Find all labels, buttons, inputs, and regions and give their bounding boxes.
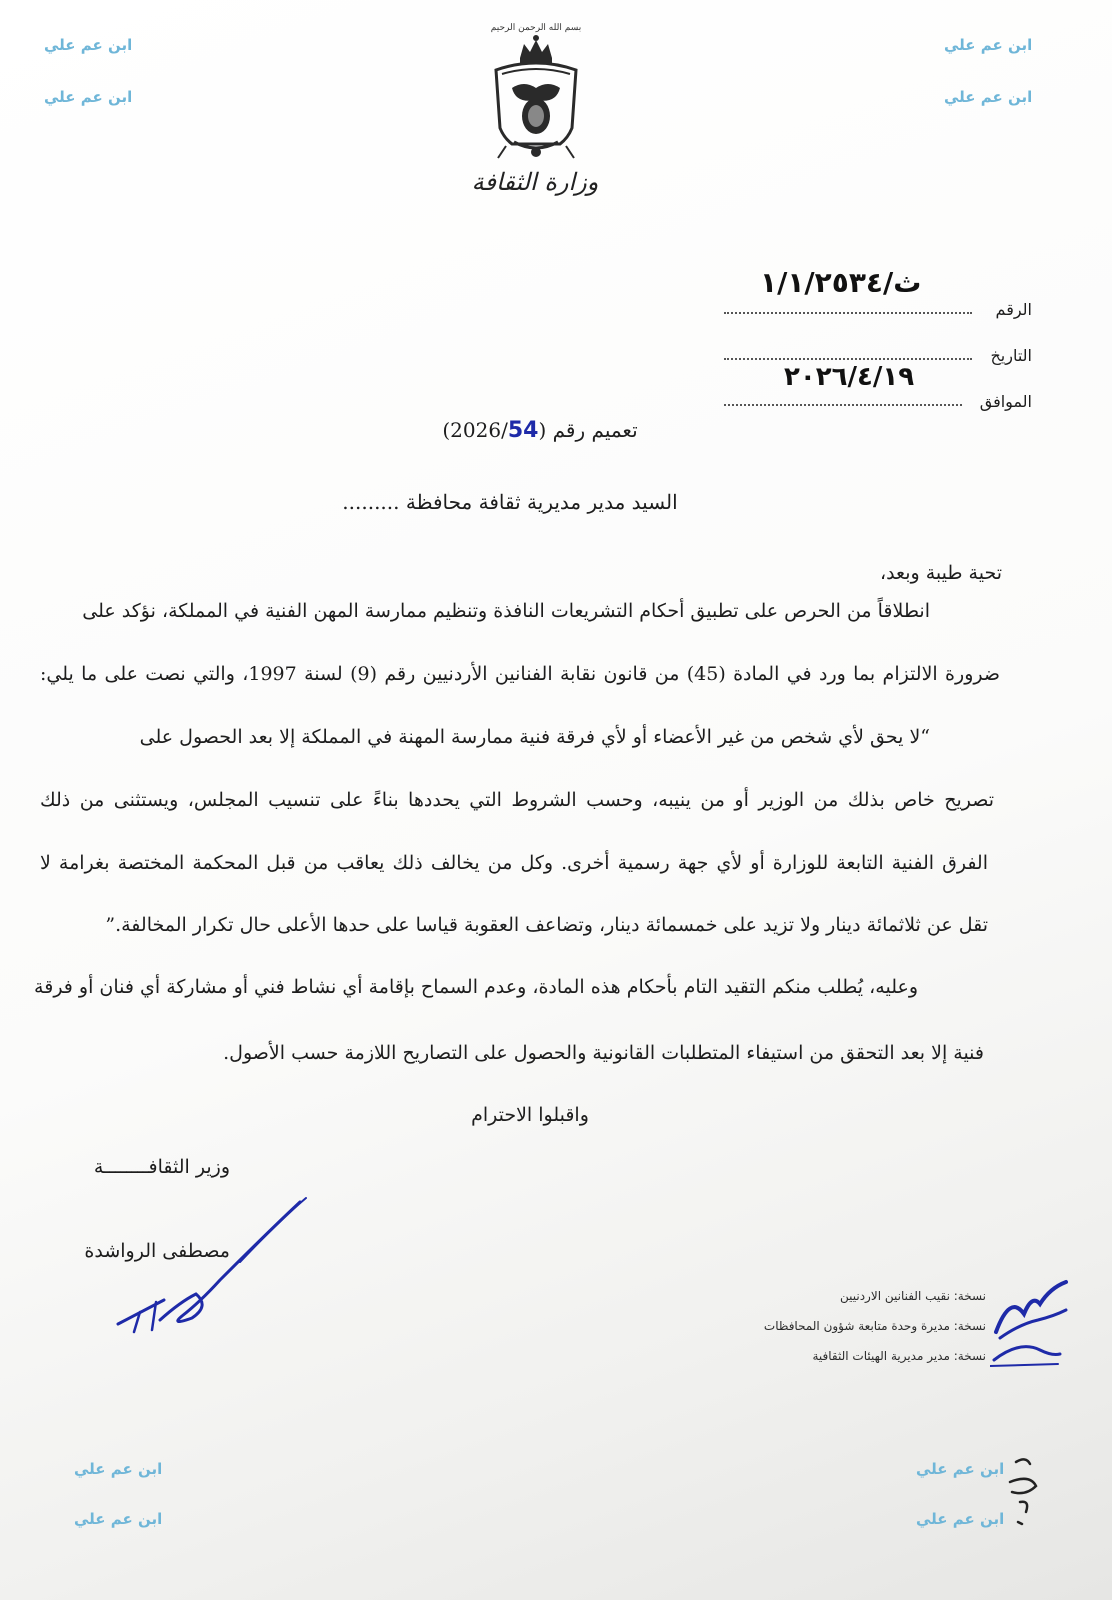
body-line-5: الفرق الفنية التابعة للوزارة أو لأي جهة رسمية أخرى. وكل من يخالف ذلك يعاقب من قبل المحكمة المختصة بغرامة لا <box>40 852 988 874</box>
watermark-bottom-right-1: ابن عم علي <box>916 1460 1005 1478</box>
copy-line-1: نسخة: نقيب الفنانين الاردنيين <box>840 1289 986 1303</box>
body-line-1: انطلاقاً من الحرص على تطبيق أحكام التشريعات النافذة وتنظيم ممارسة المهن الفنية في المملكة، نؤكد على <box>82 600 930 622</box>
closing: واقبلوا الاحترام <box>471 1104 589 1126</box>
signatory-name: مصطفى الرواشدة <box>84 1240 230 1262</box>
body-line-4: تصريح خاص بذلك من الوزير أو من ينيبه، وحسب الشروط التي يحددها بناءً على تنسيب المجلس، ويستثنى من ذلك <box>40 789 994 811</box>
copy-line-2: نسخة: مديرة وحدة متابعة شؤون المحافظات <box>763 1319 986 1333</box>
circular-year: 2026 <box>450 418 502 442</box>
reference-date-line <box>724 358 972 360</box>
basmala: بسم الله الرحمن الرحيم <box>490 23 582 33</box>
watermark-bottom-right-2: ابن عم علي <box>916 1510 1005 1528</box>
body-line-7: وعليه، يُطلب منكم التقيد التام بأحكام هذه المادة، وعدم السماح بإقامة أي نشاط فني أو مشاركة أي فنان أو فرقة <box>34 976 918 998</box>
watermark-bottom-left-2: ابن عم علي <box>74 1510 163 1528</box>
reference-number-value: ث/١/١/٢٥٣٤ <box>760 266 922 299</box>
copy-line-3: نسخة: مدير مديرية الهيئات الثقافية <box>812 1349 986 1363</box>
watermark-top-right-1: ابن عم علي <box>944 36 1033 54</box>
reference-date-label: التاريخ <box>990 346 1032 365</box>
signatory-title: وزير الثقافــــــــة <box>93 1156 230 1178</box>
signature-icon <box>100 1190 330 1360</box>
reference-corresponding-line <box>724 404 962 406</box>
body-line-3: “لا يحق لأي شخص من غير الأعضاء أو لأي فرقة فنية ممارسة المهنة في المملكة إلا بعد الحصول على <box>139 726 930 748</box>
watermark-top-right-2: ابن عم علي <box>944 88 1033 106</box>
body-line-2: ضرورة الالتزام بما ورد في المادة (45) من قانون نقابة الفنانين الأردنيين رقم (9) لسنة 1997، والتي نصت على ما يلي: <box>40 663 1000 685</box>
reference-number-label: الرقم <box>995 300 1032 319</box>
handwritten-note-icon <box>996 1452 1046 1532</box>
ministry-name: وزارة الثقافة <box>471 168 599 196</box>
reference-corresponding-value: ٢٠٢٦/٤/١٩ <box>784 362 915 392</box>
body-line-6: تقل عن ثلاثمائة دينار ولا تزيد على خمسمائة دينار، وتضاعف العقوبة قياسا على حدها الأعلى حال تكرار المخالفة.” <box>105 914 988 936</box>
watermark-top-left-2: ابن عم علي <box>44 88 133 106</box>
coat-of-arms-emblem <box>476 18 596 188</box>
circular-number-group: (2026/54) <box>442 418 547 443</box>
watermark-bottom-left-1: ابن عم علي <box>74 1460 163 1478</box>
watermark-top-left-1: ابن عم علي <box>44 36 133 54</box>
circular-title <box>420 418 660 443</box>
reference-number-line <box>724 312 972 314</box>
initials-mark-icon <box>990 1274 1070 1384</box>
coat-of-arms-icon <box>476 18 596 188</box>
addressee: السيد مدير مديرية ثقافة محافظة ......... <box>342 490 678 514</box>
greeting: تحية طيبة وبعد، <box>879 562 1002 584</box>
circular-label: تعميم رقم <box>552 418 638 442</box>
circular-number: 54 <box>507 418 539 443</box>
reference-corresponding-label: الموافق <box>979 392 1032 411</box>
body-line-8: فنية إلا بعد التحقق من استيفاء المتطلبات القانونية والحصول على التصاريح اللازمة حسب الأصول. <box>223 1042 984 1064</box>
